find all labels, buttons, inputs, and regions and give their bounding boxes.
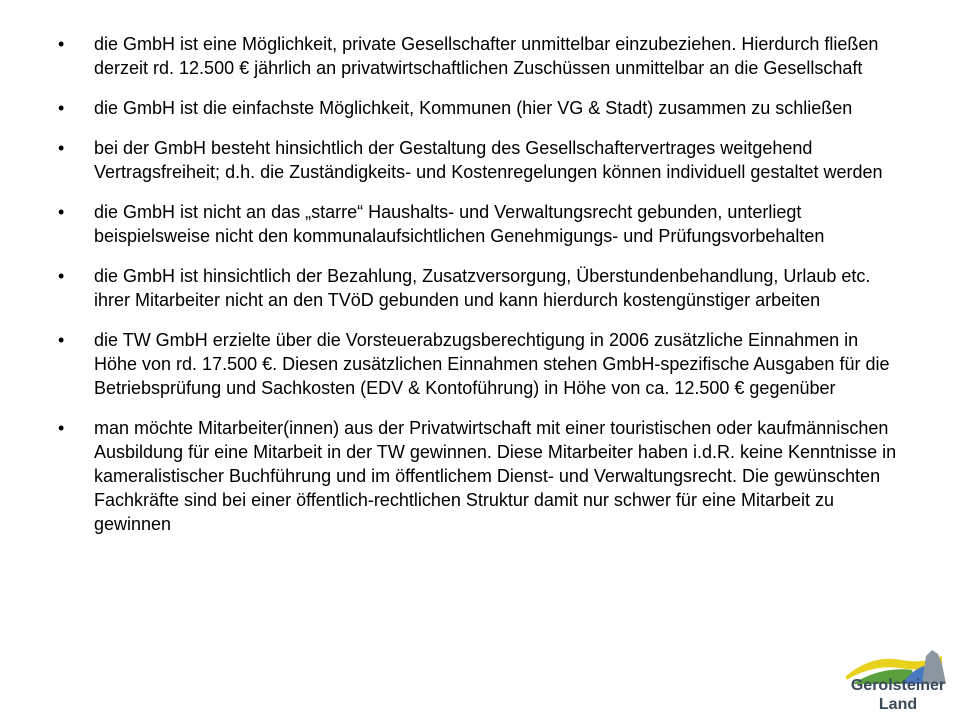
- logo-line-1: Gerolsteiner: [850, 677, 946, 694]
- bullet-item: [58, 96, 898, 120]
- bullet-item: [58, 136, 898, 184]
- bullet-item: [58, 32, 898, 80]
- bullet-text: bei der GmbH besteht hinsichtlich der Gestaltung des Gesellschaftervertrages weitgehend Vertragsfreiheit; d.h. die Zuständigkeits- und Kostenregelungen können individuell gestaltet werden: [94, 138, 883, 182]
- bullet-text: die GmbH ist die einfachste Möglichkeit, Kommunen (hier VG & Stadt) zusammen zu schließen: [94, 98, 853, 118]
- bullet-item: [58, 200, 898, 248]
- bullet-text: die GmbH ist eine Möglichkeit, private Gesellschafter unmittelbar einzubeziehen. Hierdurch fließen derzeit rd. 12.500 € jährlich an privatwirtschaftlichen Zuschüssen unmittelbar an die Gesellschaft: [94, 34, 879, 78]
- bullet-item: [58, 328, 898, 400]
- bullet-dot: •: [58, 34, 65, 54]
- bullet-text: man möchte Mitarbeiter(innen) aus der Privatwirtschaft mit einer touristischen oder kaufmännischen Ausbildung für eine Mitarbeit in der TW gewinnen. Diese Mitarbeiter haben i.d.R. keine Kenntnisse in kameralistischer Buchführung und im öffentlichem Dienst- und Verwaltungsrecht. Die gewünschten Fachkräfte sind bei einer öffentlich-rechtlichen Struktur damit nur schwer für eine Mitarbeit zu gewinnen: [94, 418, 897, 534]
- logo-text: [846, 676, 950, 714]
- bullet-dot: •: [58, 138, 65, 158]
- gerolsteiner-land-logo: [842, 646, 950, 716]
- bullet-dot: •: [58, 330, 65, 350]
- bullet-dot: •: [58, 98, 65, 118]
- bullet-item: [58, 264, 898, 312]
- logo-line-2: Land: [878, 696, 918, 713]
- bullet-text: die GmbH ist hinsichtlich der Bezahlung, Zusatzversorgung, Überstundenbehandlung, Urlaub etc. ihrer Mitarbeiter nicht an den TVöD gebunden und kann hierdurch kostengünstiger arbeiten: [94, 266, 871, 310]
- bullet-text: die TW GmbH erzielte über die Vorsteuerabzugsberechtigung in 2006 zusätzliche Einnahmen in Höhe von rd. 17.500 €. Diesen zusätzlichen Einnahmen stehen GmbH-spezifische Ausgaben für die Betriebsprüfung und Sachkosten (EDV & Kontoführung) in Höhe von ca. 12.500 € gegenüber: [94, 330, 890, 398]
- bullet-dot: •: [58, 266, 65, 286]
- bullet-text: die GmbH ist nicht an das „starre“ Haushalts- und Verwaltungsrecht gebunden, unterliegt beispielsweise nicht den kommunalaufsichtlichen Genehmigungs- und Prüfungsvorbehalten: [94, 202, 825, 246]
- bullet-dot: •: [58, 202, 65, 222]
- bullet-item: [58, 416, 898, 536]
- bullet-list: [58, 32, 898, 552]
- bullet-dot: •: [58, 418, 65, 438]
